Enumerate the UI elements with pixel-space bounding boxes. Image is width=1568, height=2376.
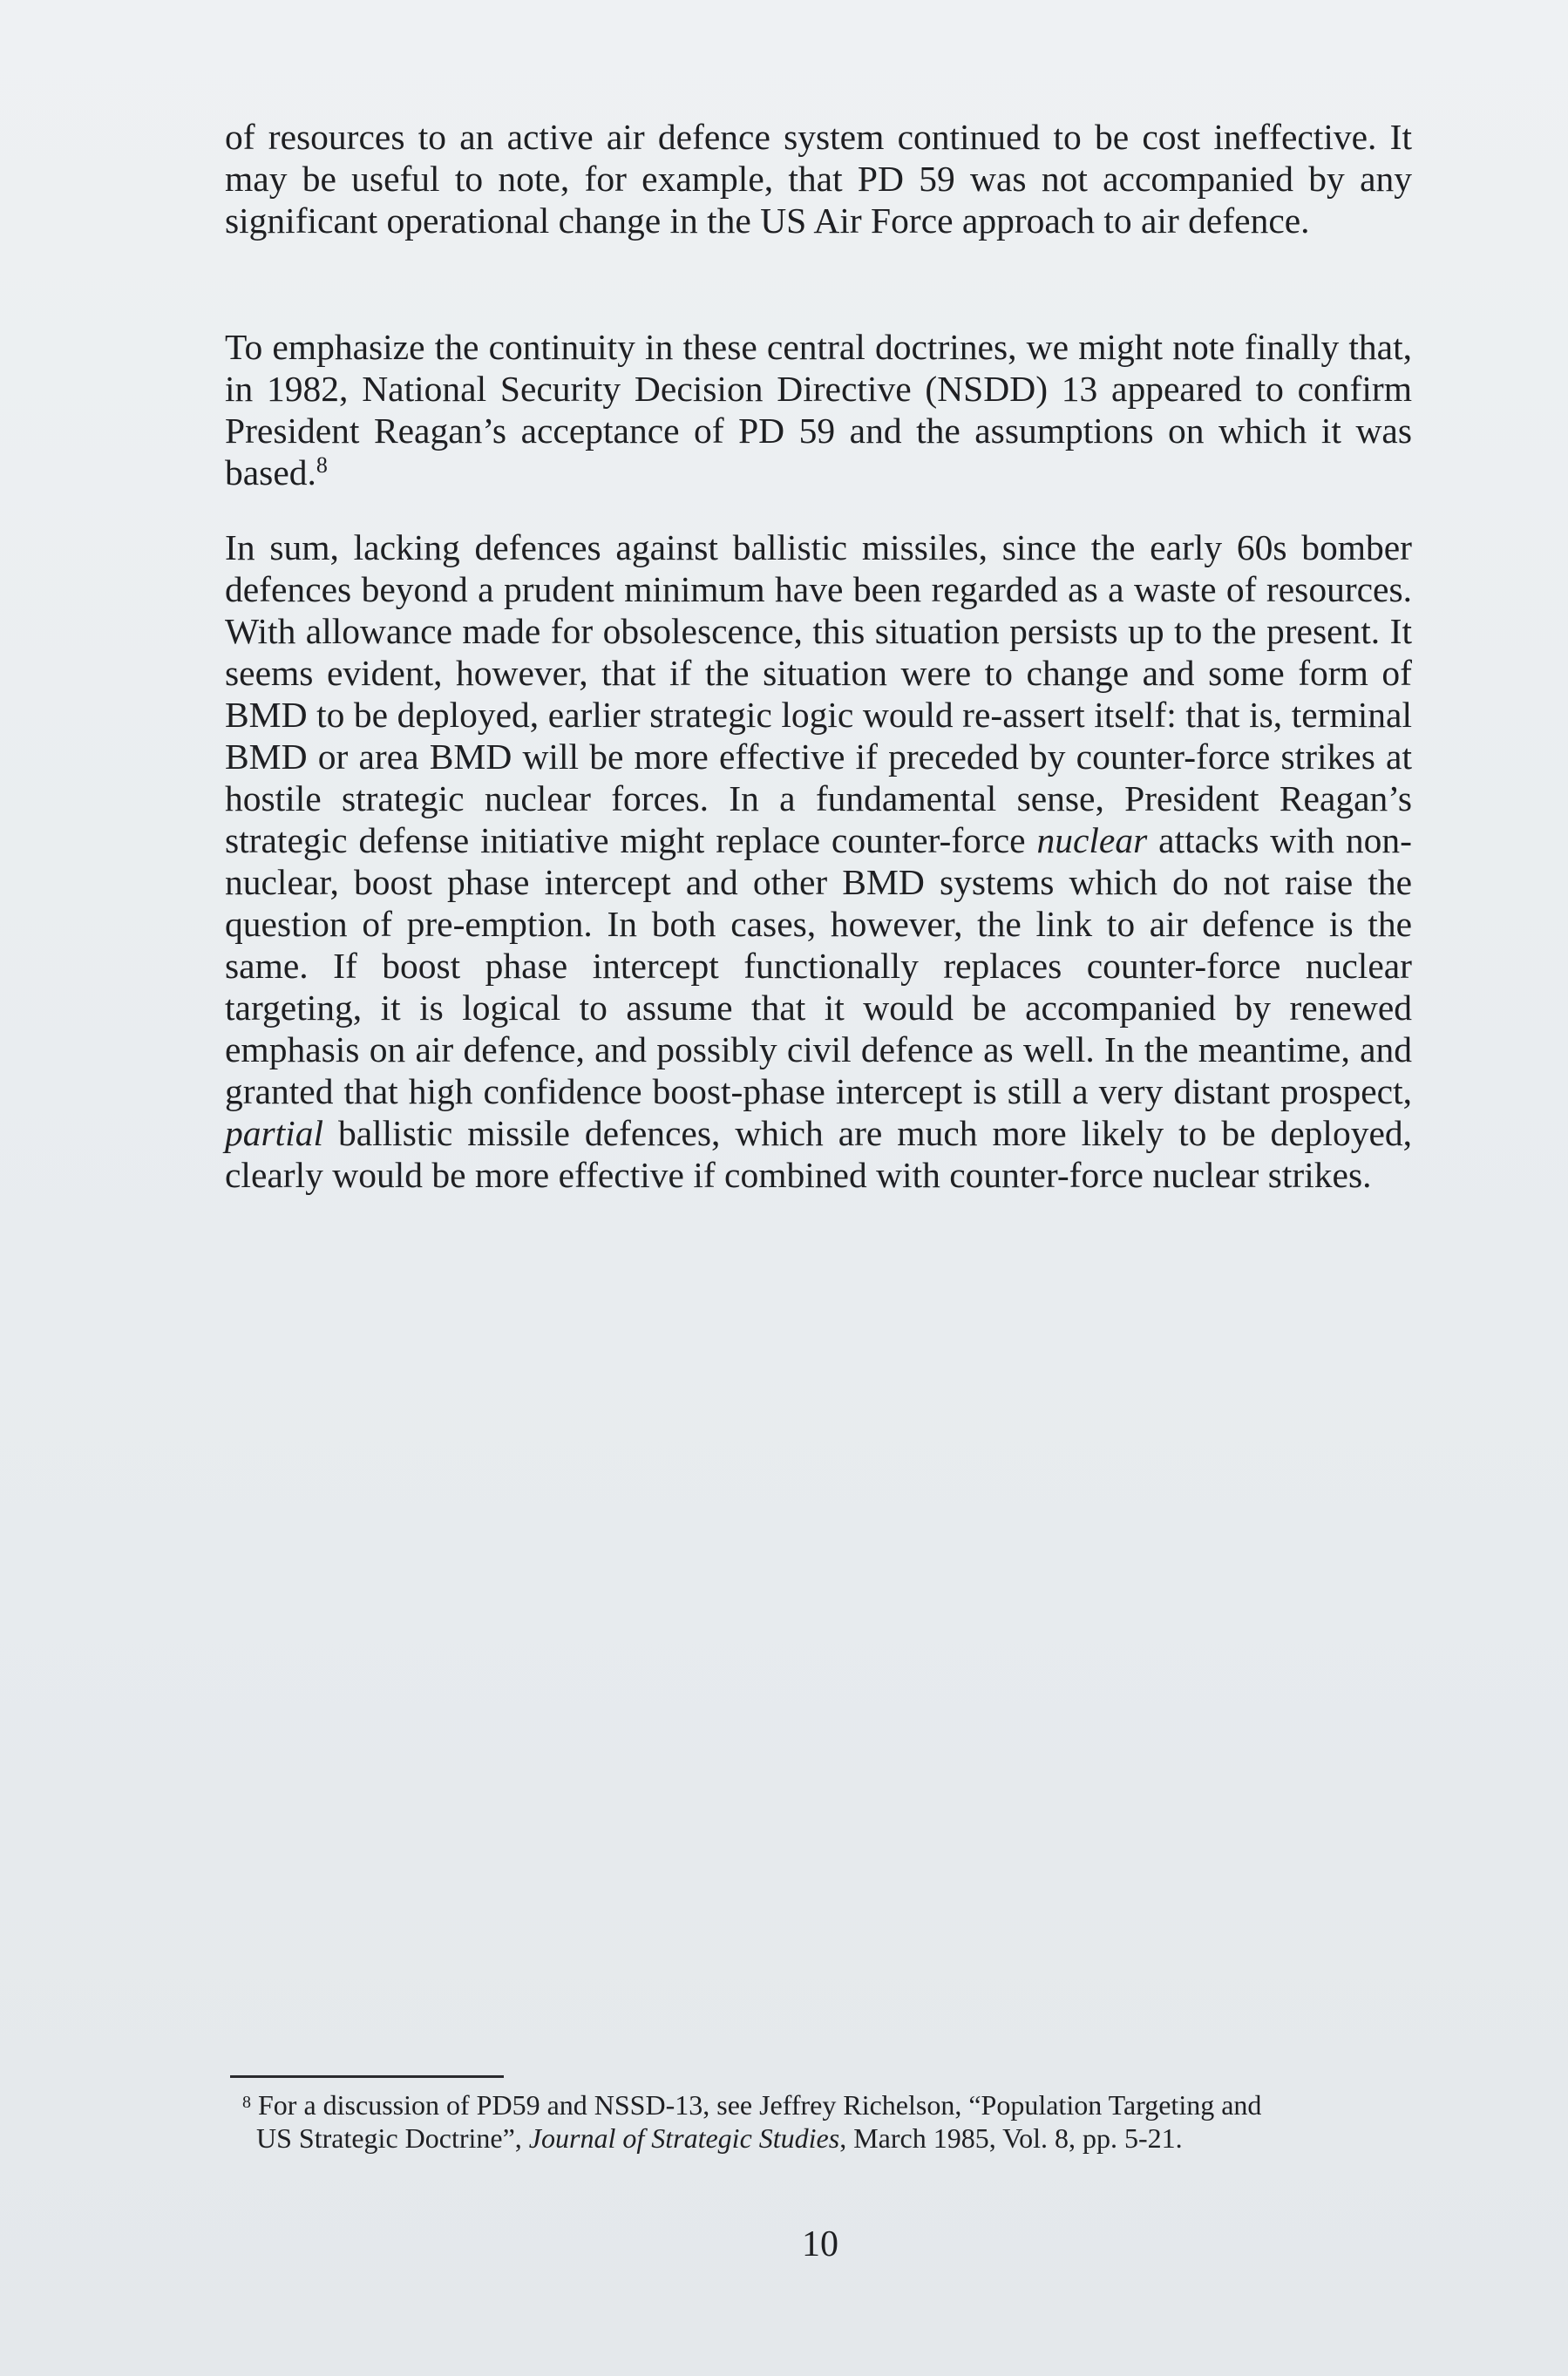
paragraph-summary — [225, 526, 1412, 1196]
paragraph-summary-part-2: attacks with non-nuclear, boost phase intercept and other BMD systems which do not raise the question of pre-emption. In both cases, however, the link to air defence is the same. If boost phase intercept functionally replaces counter-force nuclear targeting, it is logical to assume that it would be accompanied by renewed emphasis on air defence, and possibly civil defence as well. In the meantime, and granted that high confidence boost-phase intercept is still a very distant prospect, — [225, 820, 1413, 1111]
emphasis-partial: partial — [225, 1113, 323, 1153]
footnote — [242, 2086, 1428, 2155]
paragraph-summary-part-3: ballistic missile defences, which are much more likely to be deployed, clearly would be more effective if combined with counter-force nuclear strikes. — [225, 1113, 1412, 1195]
paragraph-continuation: of resources to an active air defence system continued to be cost ineffective. It may be useful to note, for example, that PD 59 was not accompanied by any significant operational change in the US Air Force approach to air defence. — [225, 117, 1412, 241]
footnote-divider — [230, 2075, 504, 2078]
paragraph-continuity-text: To emphasize the continuity in these central doctrines, we might note finally that, in 1982, National Security Decision Directive (NSDD) 13 appeared to confirm President Reagan’s acceptance of PD 59 and the assumptions on which it was based. — [225, 327, 1412, 492]
footnote-citation-title: US Strategic Doctrine”, — [256, 2122, 529, 2154]
emphasis-nuclear: nuclear — [1036, 820, 1148, 860]
footnote-citation-details: , March 1985, Vol. 8, pp. 5-21. — [839, 2122, 1183, 2154]
paragraph-continuity — [225, 326, 1412, 493]
footnote-journal-name: Journal of Strategic Studies — [528, 2122, 840, 2154]
paragraph-summary-part-1: In sum, lacking defences against ballistic missiles, since the early 60s bomber defences beyond a prudent minimum have been regarded as a waste of resources. With allowance made for obsolescence, this situation persists up to the present. It seems evident, however, that if the situation were to change and some form of BMD to be deployed, earlier strategic logic would re-assert itself: that is, terminal BMD or area BMD will be more effective if preceded by counter-force strikes at hostile strategic nuclear forces. In a fundamental sense, President Reagan’s strategic defense initiative might replace counter-force — [225, 527, 1412, 860]
footnote-text-line-1: For a discussion of PD59 and NSSD-13, see Jeffrey Richelson, “Population Targeting and — [258, 2089, 1262, 2121]
footnote-text-line-2 — [242, 2121, 1428, 2155]
page-number: 10 — [802, 2224, 838, 2264]
footnote-marker: 8 — [242, 2093, 251, 2112]
footnote-reference[interactable]: 8 — [316, 452, 328, 478]
